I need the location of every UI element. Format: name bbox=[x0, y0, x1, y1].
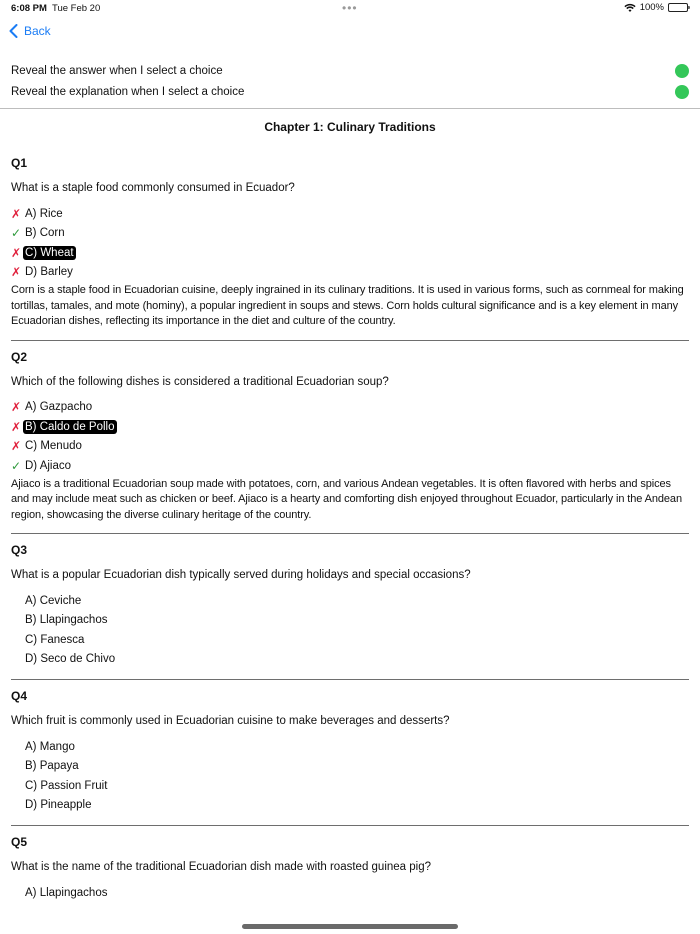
choice-label: C) Menudo bbox=[25, 440, 82, 453]
choice-option[interactable] bbox=[11, 883, 689, 903]
choice-option[interactable] bbox=[11, 456, 689, 476]
choice-label: D) Barley bbox=[25, 266, 73, 279]
choice-list bbox=[11, 398, 689, 476]
question-list[interactable] bbox=[11, 150, 689, 903]
question-text: What is a popular Ecuadorian dish typically served during holidays and special occasions? bbox=[11, 569, 471, 581]
choice-label: D) Ajiaco bbox=[25, 459, 72, 472]
question-text: Which of the following dishes is considered a traditional Ecuadorian soup? bbox=[11, 375, 389, 388]
question-number: Q5 bbox=[11, 835, 28, 849]
choice-option[interactable] bbox=[11, 224, 689, 244]
question-number: Q1 bbox=[11, 156, 28, 170]
home-indicator[interactable] bbox=[242, 924, 458, 929]
choice-option[interactable] bbox=[11, 243, 689, 263]
question-number: Q2 bbox=[11, 349, 28, 364]
setting-reveal-answer bbox=[0, 60, 700, 81]
choice-option[interactable] bbox=[11, 417, 689, 437]
question-text: Which fruit is commonly used in Ecuadorian cuisine to make beverages and desserts? bbox=[11, 715, 450, 727]
back-label: Back bbox=[24, 24, 51, 38]
choice-label: A) Llapingachos bbox=[25, 886, 108, 899]
question-number: Q4 bbox=[11, 689, 28, 703]
choice-label: A) Rice bbox=[25, 207, 63, 220]
question-divider bbox=[11, 340, 689, 341]
question-2 bbox=[11, 344, 689, 535]
choice-list bbox=[11, 737, 689, 815]
question-number: Q3 bbox=[11, 543, 28, 557]
choice-list bbox=[11, 591, 689, 669]
reveal-answer-toggle[interactable] bbox=[675, 64, 689, 78]
question-4 bbox=[11, 683, 689, 826]
choice-label: B) Llapingachos bbox=[25, 614, 108, 627]
cross-icon: ✗ bbox=[11, 206, 22, 221]
status-date: Tue Feb 20 bbox=[52, 3, 101, 14]
question-5 bbox=[11, 829, 689, 903]
choice-option[interactable] bbox=[11, 204, 689, 224]
explanation-text: Ajiaco is a traditional Ecuadorian soup made with potatoes, corn, and various Andean vegetables. It is often flavored with herbs and spices and may include meat such as chicken or beef. Ajiaco is a hearty and comforting dish enjoyed throughout Ecuador, particularly in the Andean region, showcasing the diverse culinary heritage of the country. bbox=[11, 477, 682, 521]
setting-label: Reveal the explanation when I select a choice bbox=[11, 85, 245, 98]
choice-option[interactable] bbox=[11, 630, 689, 650]
status-bar bbox=[0, 0, 700, 18]
choice-list bbox=[11, 204, 689, 282]
status-right bbox=[624, 2, 688, 13]
cross-icon: ✗ bbox=[11, 439, 22, 454]
setting-label: Reveal the answer when I select a choice bbox=[11, 64, 223, 77]
selected-choice-label: C) Wheat bbox=[25, 246, 74, 259]
choice-label: B) Corn bbox=[25, 227, 65, 240]
wifi-icon bbox=[624, 3, 636, 13]
choice-label: A) Mango bbox=[25, 740, 75, 753]
choice-list bbox=[11, 883, 689, 903]
checkmark-icon: ✓ bbox=[11, 226, 22, 241]
choice-label: C) Passion Fruit bbox=[25, 779, 108, 792]
choice-label: A) Ceviche bbox=[25, 594, 82, 607]
choice-option[interactable] bbox=[11, 611, 689, 631]
cross-icon: ✗ bbox=[11, 419, 22, 434]
divider bbox=[0, 108, 700, 109]
reveal-settings bbox=[0, 60, 700, 102]
explanation-text: Corn is a staple food in Ecuadorian cuisine, deeply ingrained in its culinary traditions. It is used in various forms, such as cornmeal for making tortillas, tamales, and mote (hominy), a popular ingredient in soups and stews. Corn holds cultural significance and is a key element in many Ecuadorian dishes, reflecting its importance in the diet and culture of the country. bbox=[11, 284, 684, 327]
selected-choice-label: B) Caldo de Pollo bbox=[25, 420, 115, 433]
choice-label: D) Pineapple bbox=[25, 799, 92, 812]
bottom-safe-area bbox=[0, 908, 700, 934]
cross-icon: ✗ bbox=[11, 400, 22, 415]
battery-percent: 100% bbox=[639, 2, 664, 13]
question-divider bbox=[11, 679, 689, 680]
question-divider bbox=[11, 533, 689, 534]
choice-option[interactable] bbox=[11, 263, 689, 283]
choice-option[interactable] bbox=[11, 398, 689, 418]
back-button[interactable] bbox=[9, 24, 51, 38]
choice-label: B) Papaya bbox=[25, 760, 79, 773]
checkmark-icon: ✓ bbox=[11, 458, 22, 473]
reveal-explanation-toggle[interactable] bbox=[675, 85, 689, 99]
choice-option[interactable] bbox=[11, 650, 689, 670]
question-divider bbox=[11, 825, 689, 826]
question-3 bbox=[11, 537, 689, 680]
chevron-left-icon bbox=[9, 24, 18, 38]
choice-label: D) Seco de Chivo bbox=[25, 653, 116, 666]
setting-reveal-explanation bbox=[0, 81, 700, 102]
choice-option[interactable] bbox=[11, 776, 689, 796]
multitasking-dots-icon[interactable]: ••• bbox=[342, 1, 358, 15]
choice-option[interactable] bbox=[11, 591, 689, 611]
question-1 bbox=[11, 150, 689, 341]
choice-label: C) Fanesca bbox=[25, 633, 85, 646]
question-text: What is a staple food commonly consumed in Ecuador? bbox=[11, 182, 295, 194]
question-text: What is the name of the traditional Ecuadorian dish made with roasted guinea pig? bbox=[11, 861, 432, 873]
choice-option[interactable] bbox=[11, 737, 689, 757]
choice-option[interactable] bbox=[11, 757, 689, 777]
chapter-title: Chapter 1: Culinary Traditions bbox=[264, 120, 436, 134]
cross-icon: ✗ bbox=[11, 265, 22, 280]
choice-option[interactable] bbox=[11, 796, 689, 816]
battery-icon bbox=[668, 3, 688, 12]
cross-icon: ✗ bbox=[11, 245, 22, 260]
choice-option[interactable] bbox=[11, 437, 689, 457]
choice-label: A) Gazpacho bbox=[25, 401, 93, 414]
status-time: 6:08 PM bbox=[11, 3, 47, 14]
